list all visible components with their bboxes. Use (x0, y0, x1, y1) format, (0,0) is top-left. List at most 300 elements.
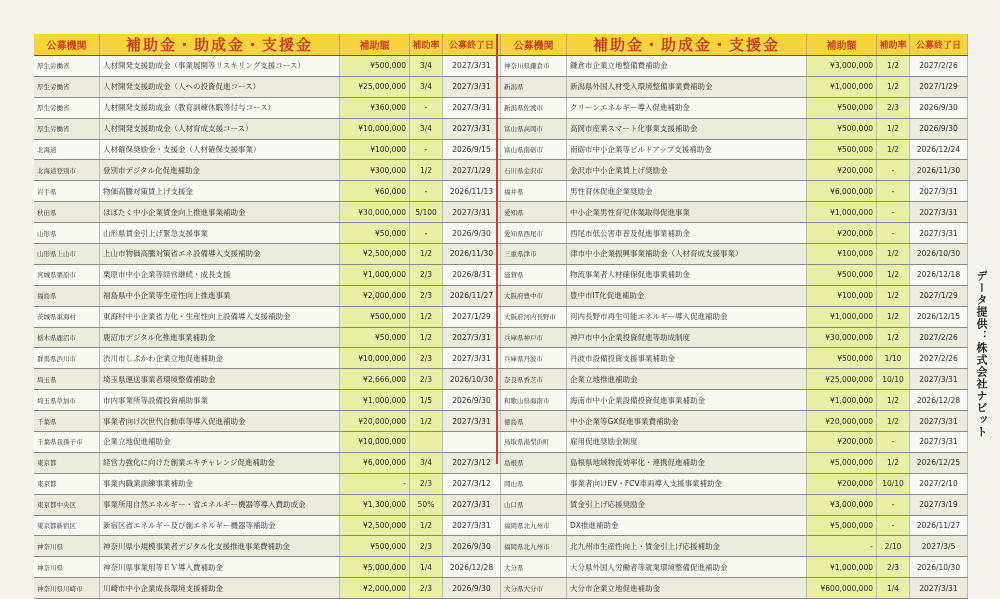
row-rate: - (410, 98, 443, 118)
row-rate: - (877, 160, 910, 180)
row-amount: ¥1,300,000 (340, 495, 410, 515)
row-agency: 愛知県 (501, 202, 567, 222)
row-deadline: 2026/12/25 (910, 453, 968, 473)
row-agency: 東京都中央区 (34, 495, 100, 515)
table-row (501, 98, 968, 119)
table-row (501, 56, 968, 77)
row-name: 渋川市しぶかわ企業立地促進補助金 (100, 348, 340, 368)
row-agency: 千葉県我孫子市 (34, 432, 100, 452)
row-deadline: 2026/12/18 (910, 265, 968, 285)
table-row (501, 77, 968, 98)
table-row (501, 265, 968, 286)
row-amount: ¥2,666,000 (340, 369, 410, 389)
row-deadline: 2026/9/30 (443, 223, 501, 243)
row-agency: 東京都 (34, 474, 100, 494)
row-deadline: 2027/3/31 (443, 328, 501, 348)
row-amount: ¥360,000 (340, 98, 410, 118)
table-row (501, 495, 968, 516)
row-name: 大分市企業立地促進補助金 (567, 578, 807, 598)
table-row (501, 119, 968, 140)
row-agency: 福井県 (501, 181, 567, 201)
table-row (34, 557, 501, 578)
row-deadline: 2026/8/31 (443, 265, 501, 285)
row-rate: 1/2 (410, 328, 443, 348)
row-name: 川崎市中小企業成長環境支援補助金 (100, 578, 340, 598)
row-agency: 厚生労働省 (34, 56, 100, 76)
center-divider (496, 34, 498, 464)
row-rate: 2/3 (410, 536, 443, 556)
row-amount: ¥500,000 (807, 140, 877, 160)
row-name: 海南市中小企業設備投資促進事業補助金 (567, 390, 807, 410)
row-amount: ¥30,000,000 (340, 202, 410, 222)
table-header (501, 34, 968, 56)
row-agency: 新潟県佐渡市 (501, 98, 567, 118)
row-agency: 神奈川県鎌倉市 (501, 56, 567, 76)
row-amount: ¥25,000,000 (807, 369, 877, 389)
row-rate: 1/4 (877, 578, 910, 598)
row-name: 西尾市低公害車普及促進事業補助金 (567, 223, 807, 243)
row-name: 雇用促進奨励金制度 (567, 432, 807, 452)
table-row (501, 369, 968, 390)
table-row (34, 453, 501, 474)
row-deadline: 2027/3/31 (910, 432, 968, 452)
row-name: 市内事業所等設備投資補助事業 (100, 390, 340, 410)
row-deadline: 2027/3/31 (443, 495, 501, 515)
header-agency: 公募機関 (501, 34, 567, 55)
row-amount: ¥100,000 (807, 286, 877, 306)
row-deadline: 2027/3/31 (443, 411, 501, 431)
row-amount: ¥3,000,000 (807, 56, 877, 76)
row-rate: - (877, 181, 910, 201)
row-name: 新宿区省エネルギー及び創エネルギー機器等補助金 (100, 516, 340, 536)
row-amount: ¥1,000,000 (807, 77, 877, 97)
row-amount: ¥200,000 (807, 432, 877, 452)
row-agency: 富山県高岡市 (501, 119, 567, 139)
row-deadline: 2026/11/27 (443, 286, 501, 306)
row-rate: - (410, 223, 443, 243)
row-agency: 神奈川県川崎市 (34, 578, 100, 598)
table-row (34, 307, 501, 328)
row-name: 事業者向けEV・FCV車両導入支援事業補助金 (567, 474, 807, 494)
row-deadline: 2027/2/26 (910, 348, 968, 368)
row-name: DX推進補助金 (567, 516, 807, 536)
row-deadline: 2027/1/29 (443, 307, 501, 327)
row-name: 人材開発支援助成金（教育訓練休暇等付与コース） (100, 98, 340, 118)
row-rate: 1/2 (410, 411, 443, 431)
row-agency: 栃木県鹿沼市 (34, 328, 100, 348)
row-name: 河内長野市再生可能エネルギー導入促進補助金 (567, 307, 807, 327)
row-rate: 2/3 (410, 369, 443, 389)
row-amount: ¥3,000,000 (807, 495, 877, 515)
row-rate: 10/10 (877, 474, 910, 494)
row-amount: ¥2,500,000 (340, 244, 410, 264)
row-deadline: 2026/10/30 (443, 369, 501, 389)
row-deadline: 2026/11/30 (910, 160, 968, 180)
row-name: 事業内職業訓練事業補助金 (100, 474, 340, 494)
row-amount: ¥10,000,000 (340, 432, 410, 452)
row-name: 福島県中小企業等生産性向上推進事業 (100, 286, 340, 306)
row-rate: 1/2 (877, 265, 910, 285)
row-deadline: 2027/3/31 (910, 578, 968, 598)
row-name: 賃金引上げ応援奨励金 (567, 495, 807, 515)
header-amount: 補助額 (807, 34, 877, 55)
row-amount: ¥500,000 (807, 348, 877, 368)
left-table (34, 34, 501, 593)
row-deadline: 2027/3/31 (910, 411, 968, 431)
row-amount: ¥10,000,000 (340, 348, 410, 368)
table-row (34, 369, 501, 390)
table-header (34, 34, 501, 56)
row-agency: 兵庫県丹波市 (501, 348, 567, 368)
table-row (34, 348, 501, 369)
row-name: 人材開発支援助成金（人への投資促進コース） (100, 77, 340, 97)
row-rate: 1/2 (877, 77, 910, 97)
row-deadline: 2026/12/24 (910, 140, 968, 160)
table-row (34, 495, 501, 516)
row-deadline: 2027/2/26 (910, 328, 968, 348)
table-row (34, 140, 501, 161)
row-rate: 2/3 (877, 557, 910, 577)
row-name: 神奈川県小規模事業者デジタル化支援推進事業費補助金 (100, 536, 340, 556)
table-row (501, 348, 968, 369)
row-amount: ¥50,000 (340, 223, 410, 243)
row-agency: 茨城県東海村 (34, 307, 100, 327)
table-row (501, 432, 968, 453)
row-amount: ¥1,000,000 (340, 265, 410, 285)
row-deadline: 2027/3/31 (910, 223, 968, 243)
row-rate: 3/4 (410, 77, 443, 97)
row-name: 埼玉県運送事業者環境整備補助金 (100, 369, 340, 389)
row-name: 丹波市設備投資支援事業補助金 (567, 348, 807, 368)
row-deadline: 2026/9/30 (910, 119, 968, 139)
row-name: 神奈川県事業用等ＥＶ導入費補助金 (100, 557, 340, 577)
row-rate: 1/2 (877, 286, 910, 306)
row-deadline: 2027/2/26 (910, 56, 968, 76)
row-amount: ¥2,000,000 (340, 286, 410, 306)
row-name: はばたく中小企業賃金向上推進事業補助金 (100, 202, 340, 222)
row-rate: 1/2 (877, 307, 910, 327)
row-amount: ¥500,000 (807, 265, 877, 285)
row-agency: 兵庫県神戸市 (501, 328, 567, 348)
row-name: 栗原市中小企業等経営継続・成長支援 (100, 265, 340, 285)
row-rate: 1/2 (877, 119, 910, 139)
row-name: 北九州市生産性向上・賃金引上げ応援補助金 (567, 536, 807, 556)
table-row (501, 181, 968, 202)
row-agency: 埼玉県 (34, 369, 100, 389)
row-agency: 神奈川県 (34, 557, 100, 577)
row-agency: 奈良県香芝市 (501, 369, 567, 389)
table-row (501, 390, 968, 411)
row-name: 企業立地推進補助金 (567, 369, 807, 389)
row-deadline: 2027/3/31 (443, 119, 501, 139)
row-deadline: 2026/11/13 (443, 181, 501, 201)
row-deadline: 2027/3/31 (443, 516, 501, 536)
row-name: 高岡市産業スマート化事業支援補助金 (567, 119, 807, 139)
right-rows (501, 56, 968, 599)
row-name: 人材開発支援助成金（人材育成支援コース） (100, 119, 340, 139)
table-row (501, 160, 968, 181)
header-agency: 公募機関 (34, 34, 100, 55)
row-deadline: 2026/11/30 (443, 244, 501, 264)
row-agency: 東京都新宿区 (34, 516, 100, 536)
row-name: 津市中小企業振興事業補助金（人材育成支援事業） (567, 244, 807, 264)
row-agency: 鳥取県湯梨浜町 (501, 432, 567, 452)
row-rate: 2/10 (877, 536, 910, 556)
row-agency: 北海道 (34, 140, 100, 160)
row-agency: 大分県 (501, 557, 567, 577)
row-rate: 1/4 (410, 557, 443, 577)
row-amount: ¥1,000,000 (340, 390, 410, 410)
row-rate: - (410, 140, 443, 160)
table-row (34, 578, 501, 599)
row-name: 人材開発支援助成金（事業展開等リスキリング支援コース） (100, 56, 340, 76)
row-rate: - (410, 181, 443, 201)
row-agency: 島根県 (501, 453, 567, 473)
row-amount: ¥5,000,000 (807, 516, 877, 536)
row-rate: 1/2 (877, 390, 910, 410)
data-source-note: データ提供：株式会社ナビット (975, 270, 988, 438)
row-name: 島根県地域物流効率化・連携促進補助金 (567, 453, 807, 473)
row-amount: ¥500,000 (340, 56, 410, 76)
row-deadline: 2027/3/31 (443, 348, 501, 368)
row-rate: 1/10 (877, 348, 910, 368)
header-rate: 補助率 (410, 34, 443, 55)
row-amount: ¥200,000 (807, 474, 877, 494)
row-agency: 厚生労働省 (34, 119, 100, 139)
row-amount: ¥500,000 (340, 536, 410, 556)
row-deadline: 2026/9/30 (443, 390, 501, 410)
row-amount: ¥200,000 (807, 160, 877, 180)
table-row (34, 181, 501, 202)
row-agency: 群馬県渋川市 (34, 348, 100, 368)
row-deadline: 2027/3/31 (910, 202, 968, 222)
row-deadline: 2027/3/31 (910, 181, 968, 201)
row-agency: 埼玉県草加市 (34, 390, 100, 410)
row-amount: ¥5,000,000 (807, 453, 877, 473)
row-agency: 福岡県北九州市 (501, 516, 567, 536)
row-agency: 和歌山県海南市 (501, 390, 567, 410)
row-deadline: 2027/3/31 (910, 369, 968, 389)
table-row (34, 56, 501, 77)
row-rate: 10/10 (877, 369, 910, 389)
table-row (34, 516, 501, 537)
row-amount: ¥20,000,000 (807, 411, 877, 431)
table-row (34, 77, 501, 98)
row-deadline: 2027/3/12 (443, 453, 501, 473)
table-row (34, 119, 501, 140)
row-rate: - (877, 202, 910, 222)
row-agency: 福島県 (34, 286, 100, 306)
row-agency: 岡山県 (501, 474, 567, 494)
row-name: 東海村中小企業省力化・生産性向上設備導入支援補助金 (100, 307, 340, 327)
row-name: 事業者向け次世代自動車等導入促進補助金 (100, 411, 340, 431)
row-agency: 岩手県 (34, 181, 100, 201)
row-agency: 三重県津市 (501, 244, 567, 264)
row-amount: ¥25,000,000 (340, 77, 410, 97)
row-agency: 宮城県栗原市 (34, 265, 100, 285)
row-rate: 2/3 (410, 286, 443, 306)
row-agency: 千葉県 (34, 411, 100, 431)
table-row (34, 223, 501, 244)
table-row (501, 557, 968, 578)
row-amount: ¥10,000,000 (340, 119, 410, 139)
row-rate: 1/2 (877, 411, 910, 431)
row-deadline: 2027/3/12 (443, 474, 501, 494)
table-row (34, 432, 501, 453)
row-rate: 3/4 (410, 56, 443, 76)
row-deadline: 2027/3/31 (443, 77, 501, 97)
table-row (34, 160, 501, 181)
row-amount: ¥1,000,000 (807, 307, 877, 327)
row-rate: - (877, 223, 910, 243)
row-amount: ¥1,000,000 (807, 202, 877, 222)
row-deadline: 2026/9/30 (443, 536, 501, 556)
row-rate: 1/2 (877, 453, 910, 473)
row-deadline: 2027/1/29 (910, 77, 968, 97)
row-deadline: 2026/12/15 (910, 307, 968, 327)
row-agency: 大阪府豊中市 (501, 286, 567, 306)
header-rate: 補助率 (877, 34, 910, 55)
row-deadline: 2027/3/19 (910, 495, 968, 515)
row-rate: 1/2 (410, 307, 443, 327)
row-name: 金沢市中小企業賃上げ奨励金 (567, 160, 807, 180)
row-agency: 厚生労働省 (34, 77, 100, 97)
table-row (501, 140, 968, 161)
row-deadline: 2027/2/10 (910, 474, 968, 494)
row-rate: 1/2 (410, 160, 443, 180)
row-agency: 山形県上山市 (34, 244, 100, 264)
row-name: 大分県外国人労働者等就業環境整備促進補助金 (567, 557, 807, 577)
table-row (34, 244, 501, 265)
table-row (501, 536, 968, 557)
row-deadline: 2026/9/30 (910, 98, 968, 118)
row-deadline (443, 432, 501, 452)
row-rate: 1/5 (410, 390, 443, 410)
row-agency: 大分県大分市 (501, 578, 567, 598)
table-row (34, 286, 501, 307)
row-rate (410, 432, 443, 452)
row-amount: ¥20,000,000 (340, 411, 410, 431)
row-name: 神戸市中小企業投資促進等助成制度 (567, 328, 807, 348)
row-amount: ¥200,000 (807, 223, 877, 243)
row-name: 中小企業等GX促進事業費補助金 (567, 411, 807, 431)
header-name: 補助金・助成金・支援金 (567, 34, 807, 55)
table-row (501, 307, 968, 328)
row-agency: 山口県 (501, 495, 567, 515)
row-deadline: 2027/3/5 (910, 536, 968, 556)
row-amount: ¥500,000 (807, 98, 877, 118)
table-row (501, 202, 968, 223)
table-row (34, 474, 501, 495)
table-row (501, 244, 968, 265)
row-amount: - (807, 536, 877, 556)
row-name: 南砺市中小企業等ビルドアップ支援補助金 (567, 140, 807, 160)
row-name: 中小企業男性育児休業取得促進事業 (567, 202, 807, 222)
row-name: 登別市デジタル化促進補助金 (100, 160, 340, 180)
table-row (34, 98, 501, 119)
row-amount: ¥2,500,000 (340, 516, 410, 536)
row-name: 経営力強化に向けた創業エキチャレンジ促進補助金 (100, 453, 340, 473)
row-amount: ¥6,000,000 (340, 453, 410, 473)
row-deadline: 2026/10/30 (910, 244, 968, 264)
row-deadline: 2026/12/28 (910, 390, 968, 410)
row-deadline: 2026/9/30 (443, 578, 501, 598)
row-agency: 愛知県西尾市 (501, 223, 567, 243)
row-amount: ¥6,000,000 (807, 181, 877, 201)
table-row (501, 578, 968, 599)
row-rate: 2/3 (410, 578, 443, 598)
row-name: 鎌倉市企業立地整備費補助金 (567, 56, 807, 76)
row-rate: - (877, 516, 910, 536)
row-deadline: 2026/11/27 (910, 516, 968, 536)
row-name: 物流事業者人材確保促進事業補助金 (567, 265, 807, 285)
table-row (501, 223, 968, 244)
row-amount: ¥100,000 (807, 244, 877, 264)
row-amount: ¥1,000,000 (807, 390, 877, 410)
row-name: 豊中市IT化促進補助金 (567, 286, 807, 306)
header-amount: 補助額 (340, 34, 410, 55)
row-rate: 50% (410, 495, 443, 515)
row-rate: 1/2 (877, 140, 910, 160)
row-agency: 秋田県 (34, 202, 100, 222)
row-amount: ¥2,000,000 (340, 578, 410, 598)
row-rate: 2/3 (410, 348, 443, 368)
row-rate: 1/2 (410, 244, 443, 264)
row-agency: 山形県 (34, 223, 100, 243)
row-amount: ¥500,000 (340, 307, 410, 327)
row-name: 上山市物価高騰対策省エネ設備導入支援補助金 (100, 244, 340, 264)
row-name: 事業所用自然エネルギー・省エネルギー機器等導入費助成金 (100, 495, 340, 515)
row-rate: 5/100 (410, 202, 443, 222)
row-name: 人材確保奨励金・支援金（人材確保支援事業） (100, 140, 340, 160)
row-deadline: 2027/1/29 (910, 286, 968, 306)
row-name: 男性育休促進企業奨励金 (567, 181, 807, 201)
row-agency: 徳島県 (501, 411, 567, 431)
row-amount: ¥50,000 (340, 328, 410, 348)
row-amount: - (340, 474, 410, 494)
row-name: クリーンエネルギー導入促進補助金 (567, 98, 807, 118)
row-deadline: 2027/3/31 (443, 202, 501, 222)
row-agency: 富山県南砺市 (501, 140, 567, 160)
table-row (501, 328, 968, 349)
row-agency: 大阪府河内長野市 (501, 307, 567, 327)
row-rate: - (877, 495, 910, 515)
header-name: 補助金・助成金・支援金 (100, 34, 340, 55)
row-deadline: 2027/3/31 (443, 98, 501, 118)
row-agency: 新潟県 (501, 77, 567, 97)
row-rate: 1/2 (877, 244, 910, 264)
subsidy-table (34, 34, 968, 593)
row-rate: 3/4 (410, 453, 443, 473)
row-agency: 石川県金沢市 (501, 160, 567, 180)
row-rate: - (877, 432, 910, 452)
row-rate: 2/3 (877, 98, 910, 118)
row-amount: ¥500,000 (807, 119, 877, 139)
row-deadline: 2027/3/31 (443, 56, 501, 76)
header-deadline: 公募終了日 (443, 34, 501, 55)
row-rate: 1/2 (877, 328, 910, 348)
row-name: 企業立地促進補助金 (100, 432, 340, 452)
row-amount: ¥100,000 (340, 140, 410, 160)
table-row (34, 536, 501, 557)
table-row (34, 265, 501, 286)
row-rate: 2/3 (410, 474, 443, 494)
row-rate: 1/2 (877, 56, 910, 76)
row-rate: 1/2 (410, 516, 443, 536)
header-deadline: 公募終了日 (910, 34, 968, 55)
table-row (501, 516, 968, 537)
table-row (501, 453, 968, 474)
